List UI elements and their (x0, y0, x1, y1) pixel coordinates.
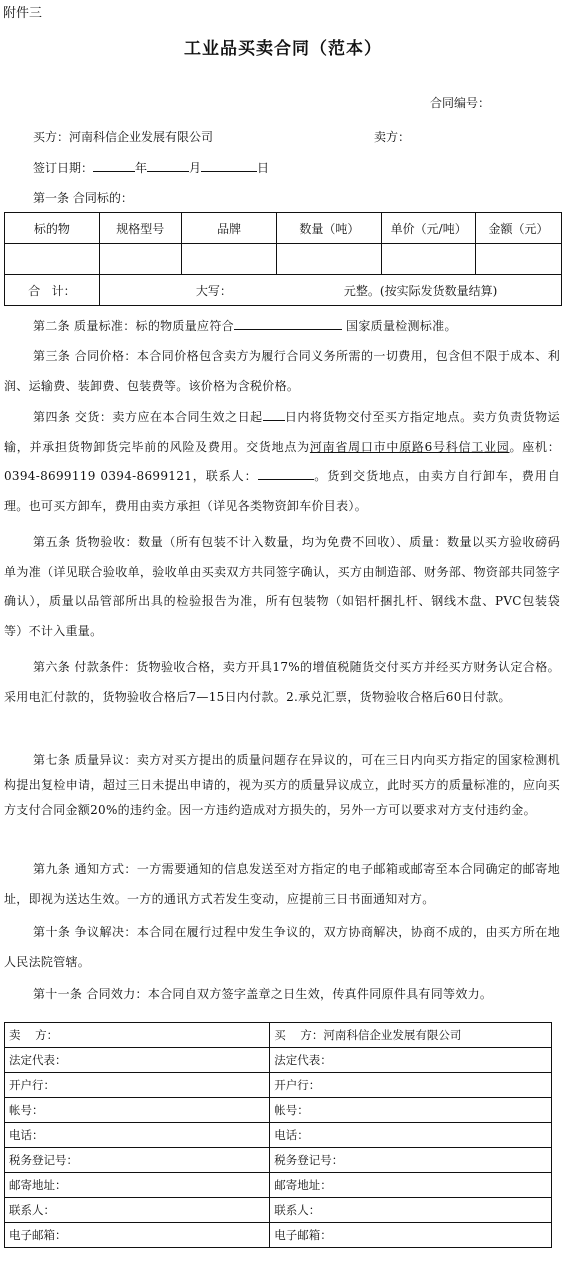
day-label: 日 (257, 161, 270, 175)
signature-row (5, 1223, 552, 1248)
goods-cell[interactable] (382, 244, 476, 275)
contact-blank[interactable] (258, 467, 314, 480)
day-blank[interactable] (201, 159, 257, 172)
goods-cell[interactable] (181, 244, 277, 275)
capital-label: 大写： (195, 283, 232, 298)
seller-email-cell[interactable]: 电子邮箱： (5, 1223, 270, 1248)
goods-cell[interactable] (99, 244, 181, 275)
signature-row (5, 1073, 552, 1098)
goods-header-cell: 金额（元） (476, 213, 562, 244)
article-9: 第九条 通知方式：一方需要通知的信息发送至对方指定的电子邮箱或邮寄至本合同确定的邮寄地址，即视为送达生效。一方的通讯方式若发生变动，应提前三日书面通知对方。 (4, 862, 560, 906)
sign-date-row (33, 159, 269, 176)
total-label: 合 计： (5, 275, 100, 306)
month-label: 月 (189, 161, 202, 175)
seller-legal-rep-cell[interactable]: 法定代表： (5, 1048, 270, 1073)
buyer-contact-cell[interactable]: 联系人： (270, 1198, 552, 1223)
buyer-email-cell[interactable]: 电子邮箱： (270, 1223, 552, 1248)
buyer-label: 买方：河南科信企业发展有限公司 (33, 130, 214, 144)
article-5: 第五条 货物验收：数量（所有包装不计入数量，均为免费不回收）、质量：数量以买方验收磅码单为准（详见联合验收单，验收单由买卖双方共同签字确认，买方由制造部、财务部、物资部共同签字确认），质量以品管部所出具的检验报告为准，所有包装物（如铝杆捆扎杆、钢线木盘、PVC包装袋等）不计入重量。 (4, 535, 560, 638)
buyer-party-cell[interactable]: 买 方：河南科信企业发展有限公司 (270, 1023, 552, 1048)
article-10: 第十条 争议解决：本合同在履行过程中发生争议的，双方协商解决，协商不成的，由买方所在地人民法院管辖。 (4, 925, 560, 969)
buyer-bank-cell[interactable]: 开户行： (270, 1073, 552, 1098)
goods-header-row (5, 213, 562, 244)
seller-tax-id-cell[interactable]: 税务登记号： (5, 1148, 270, 1173)
month-blank[interactable] (147, 159, 189, 172)
goods-cell[interactable] (277, 244, 382, 275)
goods-header-cell: 数量（吨） (277, 213, 382, 244)
article-4-text-2: 日内将货物交付至买方指定地点。卖方负责货物运输，并承担货物卸货完毕前的风险及费用。交货地点为 (4, 410, 560, 454)
signature-row (5, 1173, 552, 1198)
sign-date-label: 签订日期： (33, 161, 94, 175)
signature-row (5, 1023, 552, 1048)
article-2-suffix: 国家质量检测标准。 (346, 319, 457, 333)
delivery-address: 河南省周口市中原路6号科信工业园 (309, 439, 510, 454)
signature-row (5, 1148, 552, 1173)
goods-header-cell: 标的物 (5, 213, 100, 244)
article-3: 第三条 合同价格：本合同价格包含卖方为履行合同义务所需的一切费用，包含但不限于成本、利润、运输费、装卸费、包装费等。该价格为含税价格。 (4, 349, 560, 393)
buyer-legal-rep-cell[interactable]: 法定代表： (270, 1048, 552, 1073)
article-11: 第十一条 合同效力：本合同自双方签字盖章之日生效，传真件同原件具有同等效力。 (33, 987, 493, 1001)
article-4 (4, 403, 560, 521)
buyer-tax-id-cell[interactable]: 税务登记号： (270, 1148, 552, 1173)
article-2-text: 第二条 质量标准：标的物质量应符合 (33, 319, 234, 333)
quality-standard-blank[interactable] (234, 317, 342, 330)
goods-cell[interactable] (5, 244, 100, 275)
article-4-text-1: 第四条 交货：卖方应在本合同生效之日起 (33, 410, 263, 424)
seller-phone-cell[interactable]: 电话： (5, 1123, 270, 1148)
signature-row (5, 1048, 552, 1073)
goods-header-cell: 规格型号 (99, 213, 181, 244)
article-6: 第六条 付款条件：货物验收合格，卖方开具17%的增值税随货交付买方并经买方财务认定合格。采用电汇付款的，货物验收合格后7—15日内付款。2.承兑汇票，货物验收合格后60日付款。 (4, 660, 560, 704)
page-title: 工业品买卖合同（范本） (184, 39, 382, 59)
seller-account-cell[interactable]: 帐号： (5, 1098, 270, 1123)
year-blank[interactable] (93, 159, 135, 172)
article-4-text-4: 。货到交货地点，由卖方自行卸车，费用自理。也可买方卸车，费用由卖方承担（详见各类物资卸车价目表）。 (4, 469, 560, 513)
capital-suffix: 元整。(按实际发货数量结算) (343, 283, 498, 298)
signature-row (5, 1098, 552, 1123)
seller-contact-cell[interactable]: 联系人： (5, 1198, 270, 1223)
goods-empty-row (5, 244, 562, 275)
goods-total-row (5, 275, 562, 306)
year-label: 年 (135, 161, 148, 175)
signature-row (5, 1198, 552, 1223)
seller-bank-cell[interactable]: 开户行： (5, 1073, 270, 1098)
capital-amount-cell (99, 275, 561, 306)
signature-row (5, 1123, 552, 1148)
contract-number-label: 合同编号： (430, 96, 491, 110)
goods-cell[interactable] (476, 244, 562, 275)
seller-address-cell[interactable]: 邮寄地址： (5, 1173, 270, 1198)
goods-header-cell: 单价（元/吨） (382, 213, 476, 244)
seller-label: 卖方： (374, 130, 411, 144)
goods-table (4, 212, 562, 306)
delivery-days-blank[interactable] (263, 408, 285, 421)
annex-label: 附件三 (3, 6, 43, 21)
article-4-text-3: 。座机：0394-8699119 0394-8699121，联系人： (4, 439, 561, 483)
article-1: 第一条 合同标的： (33, 191, 133, 205)
buyer-address-cell[interactable]: 邮寄地址： (270, 1173, 552, 1198)
article-2 (4, 312, 560, 342)
signature-table (4, 1022, 552, 1248)
buyer-account-cell[interactable]: 帐号： (270, 1098, 552, 1123)
goods-header-cell: 品牌 (181, 213, 277, 244)
seller-party-cell[interactable]: 卖 方： (5, 1023, 270, 1048)
buyer-phone-cell[interactable]: 电话： (270, 1123, 552, 1148)
article-7: 第七条 质量异议：卖方对买方提出的质量问题存在异议的，可在三日内向买方指定的国家检测机构提出复检申请，超过三日未提出申请的，视为买方的质量异议成立，此时买方的质量标准的，应向买方支付合同金额20%的违约金。因一方违约造成对方损失的，另外一方可以要求对方支付违约金。 (4, 753, 560, 817)
